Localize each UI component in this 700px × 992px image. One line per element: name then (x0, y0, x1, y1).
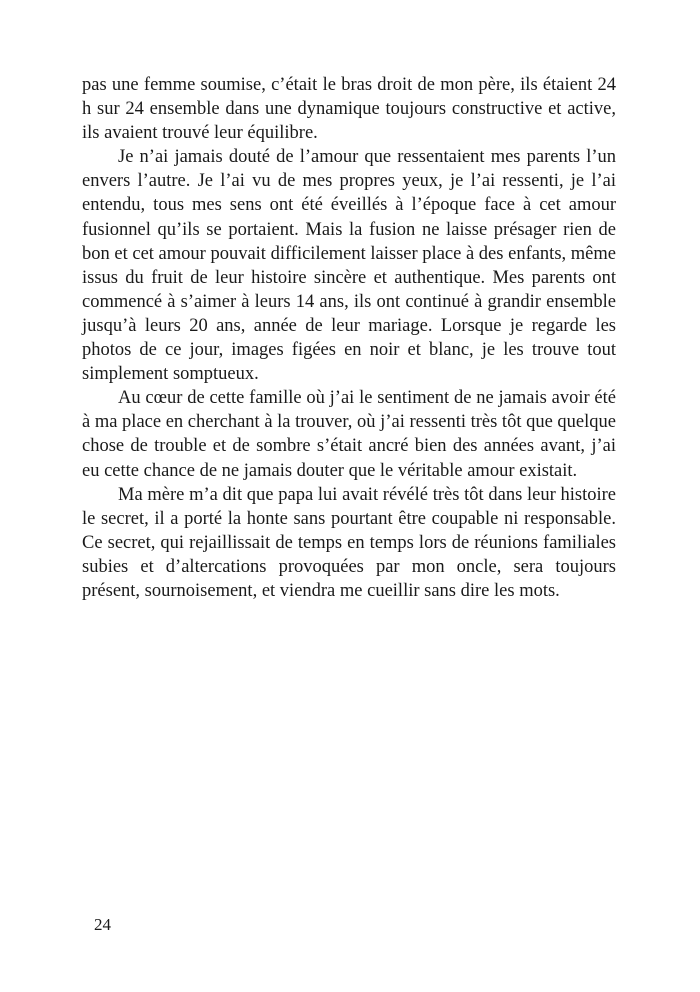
paragraph-family: Au cœur de cette famille où j’ai le sentiment de ne jamais avoir été à ma place en cherchant à la trouver, où j’ai ressenti très tôt que quelque chose de trouble et de sombre s’était ancré bien des années avant, j’ai eu cette chance de ne jamais douter que le véritable amour existait. (82, 388, 616, 481)
page-number: 24 (94, 915, 111, 934)
paragraph-parents-love: Je n’ai jamais douté de l’amour que ressentaient mes parents l’un envers l’autre. Je l’ai vu de mes propres yeux, je l’ai ressenti, je l’ai entendu, tous mes sens ont été éveillés à l’époque face à cet amour fusionnel qu’ils se portaient. Mais la fusion ne laisse présager rien de bon et cet amour pouvait difficilement laisser place à des enfants, même issus du fruit de leur histoire sincère et authentique. Mes parents ont commencé à s’aimer à leurs 14 ans, ils ont continué à grandir ensemble jusqu’à leurs 20 ans, année de leur mariage. Lorsque je regarde les photos de ce jour, images figées en noir et blanc, je les trouve tout simplement somptueux. (82, 147, 616, 385)
body-text (82, 73, 616, 603)
paragraph-continuation: pas une femme soumise, c’était le bras droit de mon père, ils étaient 24 h sur 24 ensemble dans une dynamique toujours constructive et active, ils avaient trouvé leur équilibre. (82, 75, 616, 144)
paragraph-secret: Ma mère m’a dit que papa lui avait révélé très tôt dans leur histoire le secret, il a porté la honte sans pourtant être coupable ni responsable. Ce secret, qui rejaillissait de temps en temps lors de réunions familiales subies et d’altercations provoquées par mon oncle, sera toujours présent, sournoisement, et viendra me cueillir sans dire les mots. (82, 484, 616, 601)
